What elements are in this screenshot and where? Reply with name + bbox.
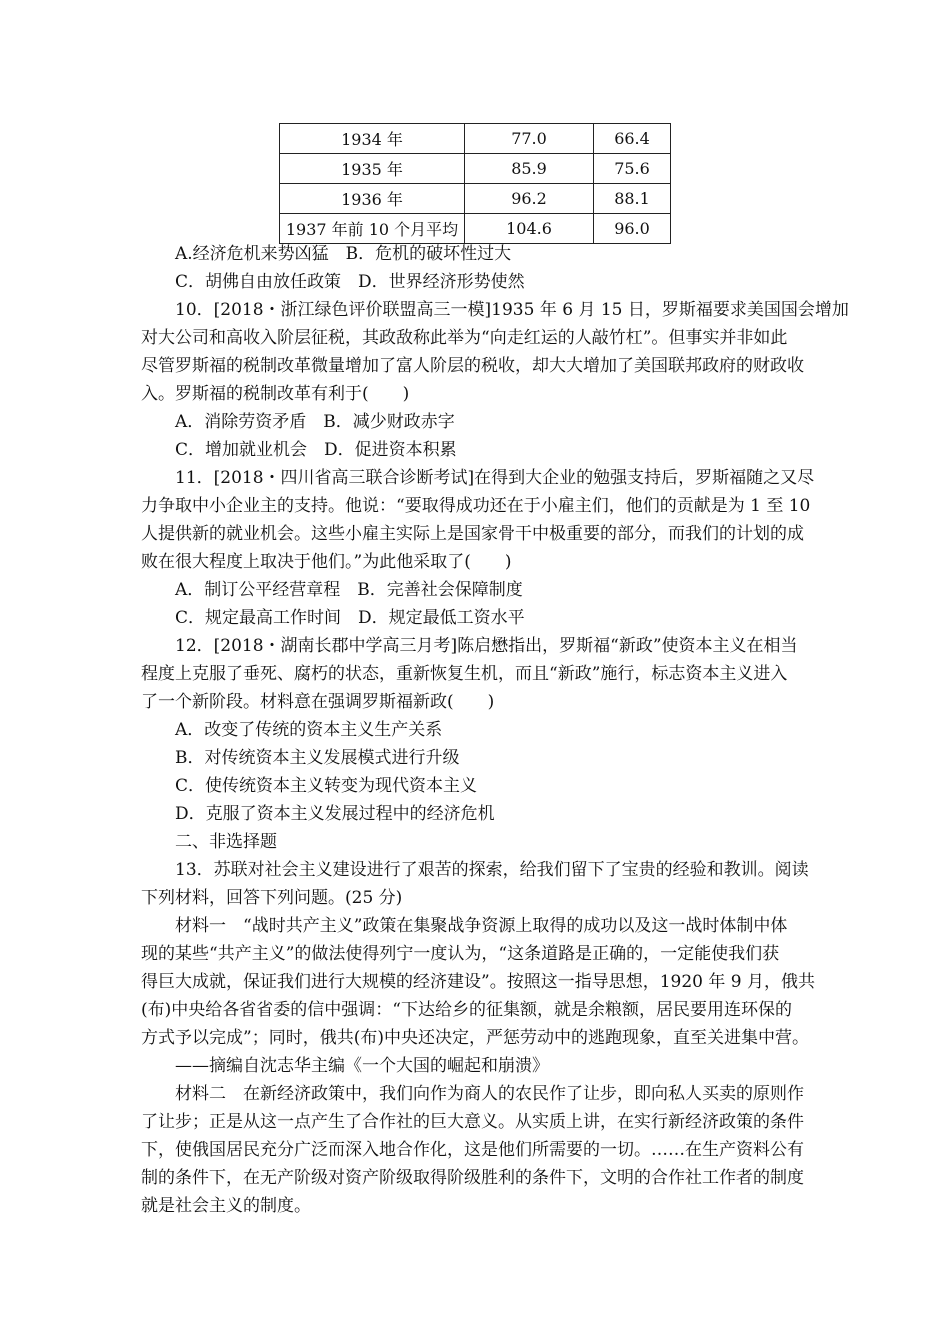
material-2-text: 就是社会主义的制度。: [141, 1196, 311, 1216]
material-2-text: 制的条件下，在无产阶级对资产阶级取得阶级胜利的条件下，文明的合作社工作者的制度: [141, 1168, 804, 1188]
data-table: [279, 123, 671, 244]
section-heading: 二、非选择题: [175, 832, 277, 852]
question-10-text: 尽管罗斯福的税制改革微量增加了富人阶层的税收，却大大增加了美国联邦政府的财政收: [141, 356, 804, 376]
option-line: A．改变了传统的资本主义生产关系: [175, 720, 443, 740]
question-11-text: 败在很大程度上取决于他们。”为此他采取了( ): [141, 552, 512, 572]
material-1-source: ——摘编自沈志华主编《一个大国的崛起和崩溃》: [175, 1056, 549, 1076]
option-line: C．胡佛自由放任政策 D．世界经济形势使然: [175, 272, 525, 292]
material-1-text: 现的某些“共产主义”的做法使得列宁一度认为，“这条道路是正确的，一定能使我们获: [141, 944, 780, 964]
table-cell: 85.9: [465, 154, 594, 184]
table-cell: 1935 年: [280, 154, 465, 184]
question-10-stem: 10．[2018・浙江绿色评价联盟高三一模]1935 年 6 月 15 日，罗斯福要求美国国会增加: [175, 300, 849, 320]
table-cell: 88.1: [594, 184, 671, 214]
material-2-text: 下，使俄国居民充分广泛而深入地合作化，这是他们所需要的一切。……在生产资料公有: [141, 1140, 804, 1160]
material-1-text: 方式予以完成”；同时，俄共(布)中央还决定，严惩劳动中的逃跑现象，直至关进集中营。: [141, 1028, 809, 1048]
table-cell: 1936 年: [280, 184, 465, 214]
option-line: A．制订公平经营章程 B．完善社会保障制度: [175, 580, 523, 600]
table-cell: 75.6: [594, 154, 671, 184]
table-row: [280, 124, 671, 154]
material-1-text: 得巨大成就，保证我们进行大规模的经济建设”。按照这一指导思想，1920 年 9 月，俄共: [141, 972, 815, 992]
question-12-text: 程度上克服了垂死、腐朽的状态，重新恢复生机，而且“新政”施行，标志资本主义进入: [141, 664, 788, 684]
material-2-text: 了让步；正是从这一点产生了合作社的巨大意义。从实质上讲，在实行新经济政策的条件: [141, 1112, 804, 1132]
option-line: C．增加就业机会 D．促进资本积累: [175, 440, 457, 460]
table-row: [280, 154, 671, 184]
question-10-text: 对大公司和高收入阶层征税，其政敌称此举为“向走红运的人敲竹杠”。但事实并非如此: [141, 328, 788, 348]
question-13-stem: 13．苏联对社会主义建设进行了艰苦的探索，给我们留下了宝贵的经验和教训。阅读: [175, 860, 809, 880]
table-cell: 66.4: [594, 124, 671, 154]
table-cell: 1934 年: [280, 124, 465, 154]
material-1-text: (布)中央给各省省委的信中强调：“下达给乡的征集额，就是余粮额，居民要用连环保的: [141, 1000, 792, 1020]
question-11-text: 人提供新的就业机会。这些小雇主实际上是国家骨干中极重要的部分，而我们的计划的成: [141, 524, 804, 544]
table-cell: 104.6: [465, 214, 594, 244]
table-row: [280, 184, 671, 214]
table-cell: 77.0: [465, 124, 594, 154]
question-10-text: 入。罗斯福的税制改革有利于( ): [141, 384, 410, 404]
option-line: A.经济危机来势凶猛 B．危机的破坏性过大: [175, 244, 512, 264]
option-line: A．消除劳资矛盾 B．减少财政赤字: [175, 412, 455, 432]
table-cell: 1937 年前 10 个月平均: [280, 214, 465, 244]
question-12-text: 了一个新阶段。材料意在强调罗斯福新政( ): [141, 692, 495, 712]
table-cell: 96.0: [594, 214, 671, 244]
question-11-text: 力争取中小企业主的支持。他说：“要取得成功还在于小雇主们，他们的贡献是为 1 至 10: [141, 496, 811, 516]
option-line: C．规定最高工作时间 D．规定最低工资水平: [175, 608, 525, 628]
material-1-text: 材料一 “战时共产主义”政策在集聚战争资源上取得的成功以及这一战时体制中体: [175, 916, 788, 936]
question-13-text: 下列材料，回答下列问题。(25 分): [141, 888, 403, 908]
option-line: C．使传统资本主义转变为现代资本主义: [175, 776, 478, 796]
option-line: D．克服了资本主义发展过程中的经济危机: [175, 804, 495, 824]
question-12-stem: 12．[2018・湖南长郡中学高三月考]陈启懋指出，罗斯福“新政”使资本主义在相当: [175, 636, 798, 656]
material-2-text: 材料二 在新经济政策中，我们向作为商人的农民作了让步，即向私人买卖的原则作: [175, 1084, 804, 1104]
table-row: [280, 214, 671, 244]
question-11-stem: 11．[2018・四川省高三联合诊断考试]在得到大企业的勉强支持后，罗斯福随之又尽: [175, 468, 815, 488]
table-cell: 96.2: [465, 184, 594, 214]
option-line: B．对传统资本主义发展模式进行升级: [175, 748, 460, 768]
